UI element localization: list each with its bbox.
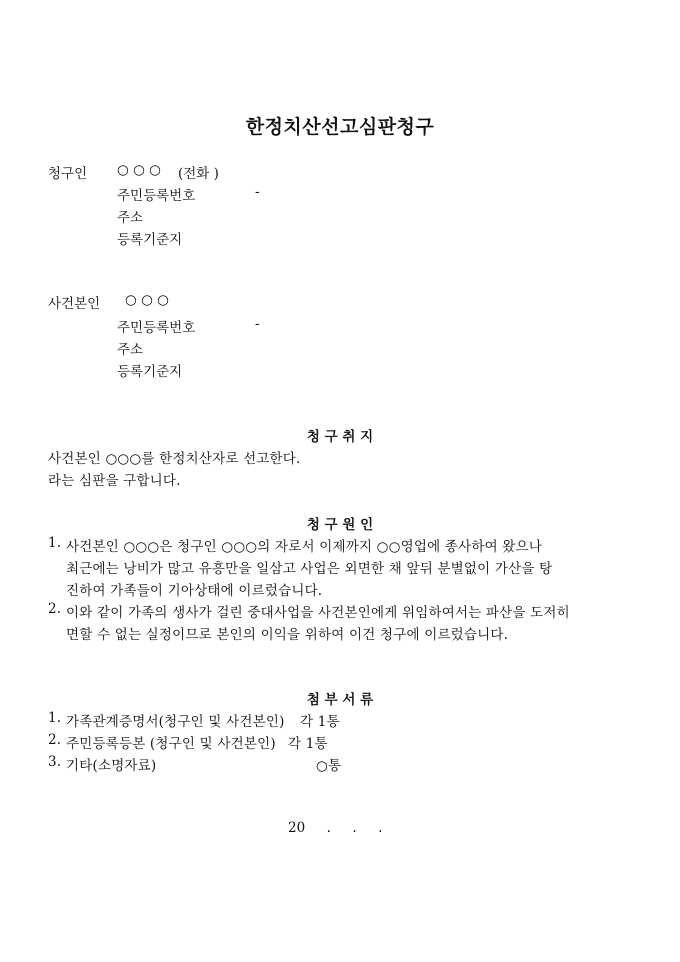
claimant-name: ○ ○ ○ xyxy=(117,162,161,178)
attachment-number: 2. xyxy=(48,732,62,748)
subject-rrn-label: 주민등록번호 xyxy=(117,320,196,336)
attachments-heading: 첨 부 서 류 xyxy=(306,692,374,708)
claimant-label: 청구인 xyxy=(48,166,88,182)
cause-item-line: 사건본인 ○○○은 청구인 ○○○의 자로서 이제까지 ○○영업에 종사하여 왔으나 xyxy=(66,539,543,555)
cause-heading: 청 구 원 인 xyxy=(306,517,374,533)
subject-label: 사건본인 xyxy=(48,296,101,312)
claimant-phone: (전화 ) xyxy=(178,166,219,182)
purpose-line: 라는 심판을 구합니다. xyxy=(48,473,181,489)
cause-item-number: 2. xyxy=(48,601,62,617)
attachment-count: ○통 xyxy=(316,758,342,774)
document-title: 한정치산선고심판청구 xyxy=(245,116,435,138)
attachment-number: 1. xyxy=(48,710,62,726)
attachment-count: 각 1통 xyxy=(288,736,328,752)
cause-item-line: 최근에는 낭비가 많고 유흥만을 일삼고 사업은 외면한 채 앞뒤 분별없이 가산을 탕 xyxy=(66,561,553,577)
claimant-rrn-label: 주민등록번호 xyxy=(117,188,196,204)
attachment-number: 3. xyxy=(48,754,62,770)
purpose-heading: 청 구 취 지 xyxy=(306,429,374,445)
cause-item-line: 면할 수 없는 실정이므로 본인의 이익을 위하여 이건 청구에 이르렀습니다. xyxy=(66,627,509,643)
subject-name: ○ ○ ○ xyxy=(125,292,169,308)
claimant-address-label: 주소 xyxy=(117,210,144,226)
subject-domicile-label: 등록기준지 xyxy=(117,364,183,380)
subject-rrn-dash: - xyxy=(255,316,260,332)
purpose-line: 사건본인 ○○○를 한정치산자로 선고한다. xyxy=(48,451,301,467)
claimant-domicile-label: 등록기준지 xyxy=(117,232,183,248)
attachment-count: 각 1통 xyxy=(300,714,340,730)
cause-item-line: 진하여 가족들이 기아상태에 이르렀습니다. xyxy=(66,583,323,599)
subject-address-label: 주소 xyxy=(117,342,144,358)
cause-item-number: 1. xyxy=(48,535,62,551)
cause-item-line: 이와 같이 가족의 생사가 걸린 중대사업을 사건본인에게 위임하여서는 파산을 도저히 xyxy=(66,605,570,621)
attachment-name: 기타(소명자료) xyxy=(66,758,157,774)
attachment-name: 주민등록등본 (청구인 및 사건본인) xyxy=(66,736,276,752)
date-line: 20 . . . xyxy=(288,820,383,836)
claimant-rrn-dash: - xyxy=(255,184,260,200)
attachment-name: 가족관계증명서(청구인 및 사건본인) xyxy=(66,714,285,730)
